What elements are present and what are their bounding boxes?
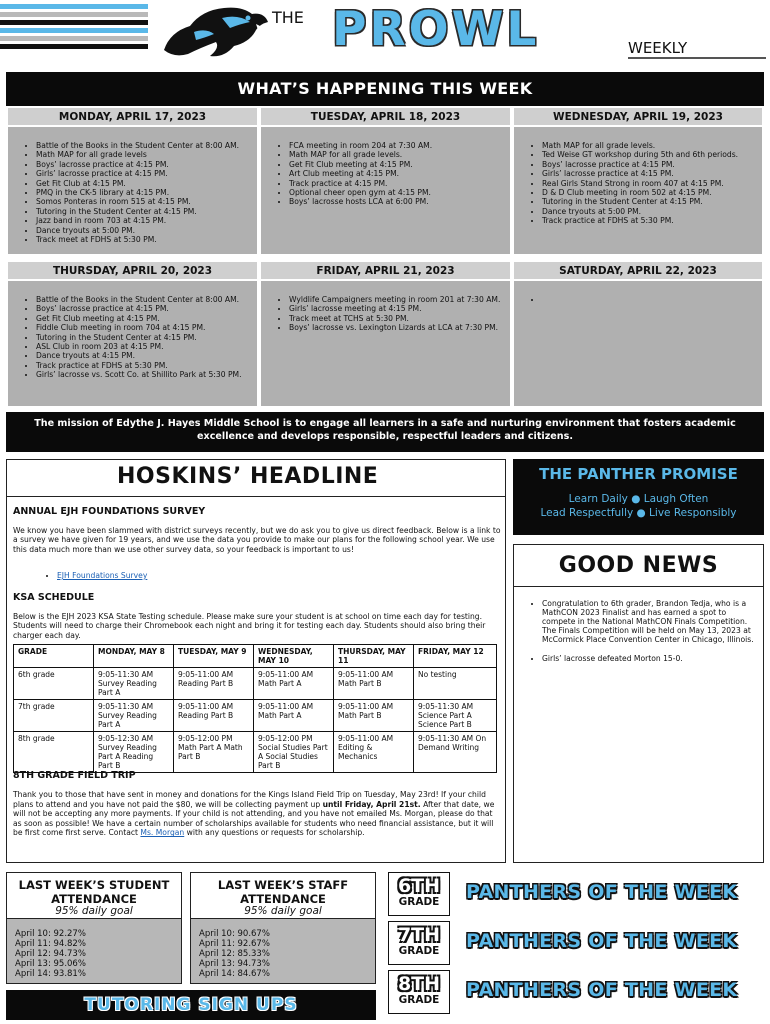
grade-label: GRADE	[398, 896, 440, 908]
table-header-cell: WEDNESDAY, MAY 10	[254, 645, 334, 668]
staff-attendance-box	[190, 872, 376, 984]
table-cell: 9:05-11:00 AM Math Part A	[254, 700, 334, 732]
list-item: • Battle of the Books in the Student Center at 8:00 AM.	[36, 295, 249, 304]
day-event-list	[16, 141, 249, 244]
list-item: • Math MAP for all grade levels.	[289, 150, 502, 159]
list-item: • Dance tryouts at 4:15 PM.	[36, 351, 249, 360]
list-item: • Somos Ponteras in room 515 at 4:15 PM.	[36, 197, 249, 206]
list-item: • Art Club meeting at 4:15 PM.	[289, 169, 502, 178]
list-item: • Get Fit Club at 4:15 PM.	[36, 179, 249, 188]
table-cell: 9:05-11:30 AM On Demand Writing	[414, 732, 497, 773]
day-box-tuesday	[259, 106, 512, 256]
table-cell: 9:05-12:00 PM Social Studies Part A Social Studies Part B	[254, 732, 334, 773]
attendance-row: April 10: 92.27%	[15, 929, 86, 939]
list-item: • D & D Club meeting in room 502 at 4:15 PM.	[542, 188, 754, 197]
grade-label: GRADE	[398, 994, 440, 1006]
hoskins-section	[6, 459, 506, 863]
field-trip-text-part: with any questions or requests for scholarship.	[184, 828, 365, 838]
panthers-of-week-7: PANTHERS OF THE WEEK	[466, 930, 738, 952]
table-header-cell: MONDAY, MAY 8	[94, 645, 174, 668]
list-item: • Boys’ lacrosse vs. Lexington Lizards at LCA at 7:30 PM.	[289, 323, 502, 332]
table-cell: 9:05-11:00 AM Math Part A	[254, 668, 334, 700]
list-item: • Wyldlife Campaigners meeting in room 201 at 7:30 AM.	[289, 295, 502, 304]
list-item: • Tutoring in the Student Center at 4:15 PM.	[542, 197, 754, 206]
attendance-row: April 12: 85.33%	[199, 949, 270, 959]
ksa-schedule-table	[13, 644, 497, 773]
list-item: • Track practice at 4:15 PM.	[289, 179, 502, 188]
day-box-saturday	[512, 260, 764, 408]
list-item: • Boys’ lacrosse hosts LCA at 6:00 PM.	[289, 197, 502, 206]
good-news-section	[513, 544, 764, 863]
list-item: • Dance tryouts at 5:00 PM.	[36, 226, 249, 235]
ksa-title: KSA SCHEDULE	[13, 592, 95, 603]
table-cell: 9:05-11:00 AM Math Part B	[334, 700, 414, 732]
header-divider	[628, 57, 766, 59]
list-item: • Girls’ lacrosse meeting at 4:15 PM.	[289, 304, 502, 313]
grade-number: 8TH	[397, 973, 441, 995]
day-title: THURSDAY, APRIL 20, 2023	[8, 262, 257, 281]
field-trip-title: 8TH GRADE FIELD TRIP	[13, 770, 136, 781]
staff-attendance-goal: 95% daily goal	[244, 905, 322, 917]
header-weekly: WEEKLY	[628, 39, 688, 57]
attendance-row: April 12: 94.73%	[15, 949, 86, 959]
panthers-of-week-8: PANTHERS OF THE WEEK	[466, 979, 738, 1001]
list-item: • Math MAP for all grade levels	[36, 150, 249, 159]
this-week-banner	[6, 72, 764, 106]
list-item: • Track meet at TCHS at 5:30 PM.	[289, 314, 502, 323]
table-cell: 9:05-11:00 AM Editing & Mechanics	[334, 732, 414, 773]
staff-attendance-title: LAST WEEK’S STAFF ATTENDANCE	[217, 878, 349, 906]
survey-text: We know you have been slammed with district surveys recently, but we do ask you to give us direct feedback. Below is a link to a survey we have given for 19 years, and we use the data you provide to make our plans for the following school year. We use this data much more than we use other survey data, so your feedback is important to us!	[13, 526, 501, 554]
list-item: • Track practice at FDHS at 5:30 PM.	[542, 216, 754, 225]
panthers-of-week-6: PANTHERS OF THE WEEK	[466, 881, 738, 903]
list-item: • Battle of the Books in the Student Center at 8:00 AM.	[36, 141, 249, 150]
list-item: • Track practice at FDHS at 5:30 PM.	[36, 361, 249, 370]
list-item: • Girls’ lacrosse defeated Morton 15-0.	[542, 654, 755, 663]
day-event-list	[16, 295, 249, 379]
table-row	[14, 668, 497, 700]
list-item: • Dance tryouts at 5:00 PM.	[542, 207, 754, 216]
survey-link-list	[37, 571, 147, 580]
attendance-row: April 11: 92.67%	[199, 939, 270, 949]
day-box-thursday	[6, 260, 259, 408]
table-row	[14, 732, 497, 773]
table-cell: 6th grade	[14, 668, 94, 700]
field-trip-text-part: Thank you to those that have sent in money and donations for the Kings Island Field Trip on Tuesday, May 23rd! If your child plans to attend and you have not paid the $80, we will be collecting payment up	[13, 790, 486, 809]
table-cell: 7th grade	[14, 700, 94, 732]
panther-promise-title: THE PANTHER PROMISE	[539, 465, 738, 483]
day-event-list	[522, 295, 754, 304]
list-item: • Ted Weise GT workshop during 5th and 6th periods.	[542, 150, 754, 159]
table-row	[14, 700, 497, 732]
list-item: • Get Fit Club meeting at 4:15 PM.	[36, 314, 249, 323]
good-news-list	[514, 587, 763, 664]
grade-6-badge	[388, 872, 450, 916]
list-item: • Optional cheer open gym at 4:15 PM.	[289, 188, 502, 197]
tutoring-signup-label: TUTORING SIGN UPS	[84, 995, 298, 1015]
day-box-friday	[259, 260, 512, 408]
table-header-cell: TUESDAY, MAY 9	[174, 645, 254, 668]
mission-statement: The mission of Edythe J. Hayes Middle School is to engage all learners in a safe and nurturing environment that fosters academic excellence and develops responsible, respectful leaders and citizens.	[34, 418, 736, 442]
day-title: FRIDAY, APRIL 21, 2023	[261, 262, 510, 281]
table-cell: 9:05-12:30 AM Survey Reading Part A Reading Part B	[94, 732, 174, 773]
attendance-row: April 10: 90.67%	[199, 929, 270, 939]
grade-7-badge	[388, 921, 450, 965]
list-item: • Girls’ lacrosse vs. Scott Co. at Shillito Park at 5:30 PM.	[36, 370, 249, 379]
list-item: • Fiddle Club meeting in room 704 at 4:15 PM.	[36, 323, 249, 332]
grade-8-badge	[388, 970, 450, 1014]
survey-link[interactable]: EJH Foundations Survey	[57, 571, 148, 580]
panther-promise-line2: Lead Respectfully ● Live Responsibly	[540, 507, 737, 519]
good-news-title: GOOD NEWS	[558, 553, 719, 578]
attendance-row: April 13: 94.73%	[199, 959, 270, 969]
list-item: • Real Girls Stand Strong in room 407 at 4:15 PM.	[542, 179, 754, 188]
table-cell: 9:05-11:30 AM Survey Reading Part A	[94, 668, 174, 700]
list-item: • Girls’ lacrosse practice at 4:15 PM.	[36, 169, 249, 178]
list-item: • Boys’ lacrosse practice at 4:15 PM.	[36, 160, 249, 169]
table-cell: 9:05-11:00 AM Reading Part B	[174, 668, 254, 700]
header-stripes	[0, 4, 148, 52]
grade-number: 6TH	[397, 875, 441, 897]
hoskins-headline: HOSKINS’ HEADLINE	[117, 464, 379, 489]
attendance-row: April 14: 93.81%	[15, 969, 86, 979]
mission-banner	[6, 412, 764, 452]
table-header-cell: FRIDAY, MAY 12	[414, 645, 497, 668]
list-item: • Girls’ lacrosse practice at 4:15 PM.	[542, 169, 754, 178]
panther-logo-icon	[160, 2, 272, 60]
header-the: THE	[272, 8, 304, 27]
list-item: • Boys’ lacrosse practice at 4:15 PM.	[36, 304, 249, 313]
day-event-list	[269, 295, 502, 332]
day-box-monday	[6, 106, 259, 256]
list-item: • Math MAP for all grade levels.	[542, 141, 754, 150]
ms-morgan-link[interactable]: Ms. Morgan	[140, 828, 185, 838]
day-title: MONDAY, APRIL 17, 2023	[8, 108, 257, 127]
student-attendance-title: LAST WEEK’S STUDENT ATTENDANCE	[18, 878, 170, 906]
day-title: SATURDAY, APRIL 22, 2023	[514, 262, 762, 281]
list-item: • Boys’ lacrosse practice at 4:15 PM.	[542, 160, 754, 169]
student-attendance-box	[6, 872, 182, 984]
tutoring-signup-button[interactable]	[6, 990, 376, 1020]
day-event-list	[269, 141, 502, 206]
list-item: • Tutoring in the Student Center at 4:15 PM.	[36, 207, 249, 216]
list-item: • Track meet at FDHS at 5:30 PM.	[36, 235, 249, 244]
field-trip-text-part: After that date, we will not be accepting any more payments. If your child is not attending, and you have not emailed Ms. Morgan, please do that as soon as possible! We have a certain number of scholarships available for students who need financial assistance, but it will be first come first serve. Contact	[13, 799, 495, 838]
list-item: • Congratulation to 6th grader, Brandon Tedja, who is a MathCON 2023 Finalist and has earned a spot to compete in the National MathCON Finals Competition. The Finals Competition will be held on May 13, 2023 at McCormick Place Convention Center in Chicago, Illinois.	[542, 599, 755, 644]
list-item: • Tutoring in the Student Center at 4:15 PM.	[36, 333, 249, 342]
day-title: TUESDAY, APRIL 18, 2023	[261, 108, 510, 127]
attendance-row: April 13: 95.06%	[15, 959, 86, 969]
list-item: • FCA meeting in room 204 at 7:30 AM.	[289, 141, 502, 150]
list-item: • Jazz band in room 703 at 4:15 PM.	[36, 216, 249, 225]
list-item: • PMQ in the CK-5 library at 4:15 PM.	[36, 188, 249, 197]
survey-title: ANNUAL EJH FOUNDATIONS SURVEY	[13, 506, 206, 517]
table-cell: 9:05-11:30 AM Science Part A Science Part B	[414, 700, 497, 732]
list-item: • ASL Club in room 203 at 4:15 PM.	[36, 342, 249, 351]
panther-promise-line1: Learn Daily ● Laugh Often	[568, 493, 709, 505]
list-item: • Get Fit Club meeting at 4:15 PM.	[289, 160, 502, 169]
table-cell: 9:05-12:00 PM Math Part A Math Part B	[174, 732, 254, 773]
field-trip-deadline: until Friday, April 21st.	[322, 799, 421, 809]
attendance-row: April 11: 94.82%	[15, 939, 86, 949]
panther-promise-box	[513, 459, 764, 535]
headline-divider	[7, 496, 505, 497]
ksa-text: Below is the EJH 2023 KSA State Testing schedule. Please make sure your student is at school on time each day for testing. Students will need to charge their Chromebook each night and bring it for testing each day. Students should also bring their charger each day.	[13, 612, 486, 640]
day-title: WEDNESDAY, APRIL 19, 2023	[514, 108, 762, 127]
table-cell: 8th grade	[14, 732, 94, 773]
table-cell: 9:05-11:00 AM Reading Part B	[174, 700, 254, 732]
this-week-banner-title: WHAT’S HAPPENING THIS WEEK	[237, 79, 533, 98]
table-header-cell: GRADE	[14, 645, 94, 668]
table-cell: No testing	[414, 668, 497, 700]
attendance-row: April 14: 84.67%	[199, 969, 270, 979]
day-event-list	[522, 141, 754, 225]
list-item	[542, 295, 754, 304]
table-cell: 9:05-11:30 AM Survey Reading Part A	[94, 700, 174, 732]
grade-label: GRADE	[398, 945, 440, 957]
day-box-wednesday	[512, 106, 764, 256]
grade-number: 7TH	[397, 924, 441, 946]
student-attendance-goal: 95% daily goal	[55, 905, 133, 917]
table-header-cell: THURSDAY, MAY 11	[334, 645, 414, 668]
table-header-row	[14, 645, 497, 668]
table-cell: 9:05-11:00 AM Math Part B	[334, 668, 414, 700]
header-prowl-title: PROWL	[332, 2, 540, 57]
field-trip-text	[13, 790, 501, 838]
